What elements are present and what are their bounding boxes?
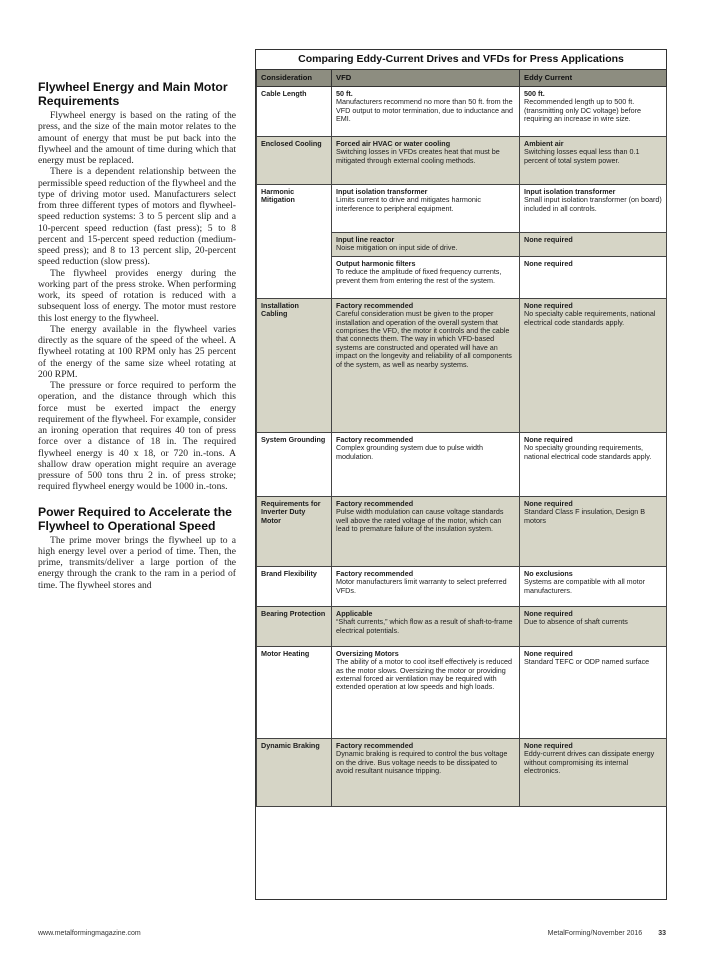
cell-text: Manufacturers recommend no more than 50 ft. from the VFD output to motor termination, due to inductance and EMI.: [336, 97, 513, 124]
paragraph: The flywheel provides energy during the working part of the press stroke. When performing work, its speed of rotation is reduced with a subsequent loss of energy. The motor must restore this lost energy to the flywheel.: [38, 267, 236, 324]
cell-heading: None required: [524, 235, 573, 244]
paragraph: There is a dependent relationship between the permissible speed reduction of the flywheel and the type of driving motor used. Manufacturers select from three different types of motors and flywheel-speed reduction systems: 3 to 5 percent slip and a 10-percent speed reduction (fast press); 5 to 8 percent and 15-percent speed reduction (medium-speed press); and 8 to 13 percent slip, 20-percent speed reduction (slow press).: [38, 166, 236, 268]
cell-text: Switching losses in VFDs creates heat that must be mitigated through external cooling methods.: [336, 147, 500, 165]
cell-text: Recommended length up to 500 ft. (transmitting only DC voltage) before requiring an increase in wire size.: [524, 97, 642, 124]
cell-text: Due to absence of shaft currents: [524, 617, 628, 627]
eddy-current-cell: [520, 233, 667, 257]
consideration-cell: Enclosed Cooling: [257, 137, 332, 185]
cell-text: No specialty cable requirements, national electrical code standards apply.: [524, 309, 656, 327]
consideration-cell: Brand Flexibility: [257, 566, 332, 606]
table-row: [257, 606, 667, 646]
cell-text: Standard Class F insulation, Design B motors: [524, 507, 646, 525]
consideration-cell: Installation Cabling: [257, 298, 332, 432]
cell-heading: 50 ft.: [336, 89, 353, 98]
paragraph: Flywheel energy is based on the rating of the press, and the size of the main motor relates to the amount of energy that must be put back into the flywheel and the amount of time during which that energy must be replaced.: [38, 110, 236, 166]
section-heading-power-required: Power Required to Accelerate the Flywheel to Operational Speed: [38, 504, 232, 533]
vfd-cell: [332, 606, 520, 646]
vfd-cell: [332, 137, 520, 185]
header-consideration: Consideration: [257, 70, 332, 87]
cell-heading: Ambient air: [524, 139, 564, 148]
cell-heading: Forced air HVAC or water cooling: [336, 139, 451, 148]
cell-text: No specialty grounding requirements, national electrical code standards apply.: [524, 443, 652, 461]
cell-text: Systems are compatible with all motor manufacturers.: [524, 577, 646, 595]
eddy-current-cell: [520, 566, 667, 606]
section-body-power-required: [38, 535, 236, 591]
table-row: [257, 646, 667, 738]
eddy-current-cell: [520, 496, 667, 566]
vfd-cell: [332, 233, 520, 257]
cell-text: Standard TEFC or ODP named surface: [524, 657, 650, 667]
article-column: [38, 80, 236, 591]
cell-heading: None required: [524, 648, 573, 658]
cell-heading: Oversizing Motors: [336, 648, 399, 658]
table-row: [257, 185, 667, 233]
cell-text: Complex grounding system due to pulse width modulation.: [336, 443, 484, 461]
cell-text: To reduce the amplitude of fixed frequency currents, prevent them from entering the rest of the system.: [336, 267, 502, 285]
consideration-cell: Motor Heating: [257, 646, 332, 738]
cell-heading: 500 ft.: [524, 89, 545, 98]
vfd-cell: [332, 185, 520, 233]
eddy-current-cell: [520, 646, 667, 738]
table-header-row: [257, 70, 667, 87]
cell-heading: Input isolation transformer: [336, 187, 428, 196]
eddy-current-cell: [520, 298, 667, 432]
cell-text: Small input isolation transformer (on board) included in all controls.: [524, 195, 662, 213]
table-row: [257, 496, 667, 566]
header-eddy-current: Eddy Current: [520, 70, 667, 87]
cell-heading: None required: [524, 434, 573, 444]
cell-heading: Applicable: [336, 608, 373, 618]
eddy-current-cell: [520, 256, 667, 298]
cell-heading: None required: [524, 300, 573, 310]
consideration-cell: Harmonic Mitigation: [257, 185, 332, 299]
cell-text: Noise mitigation on input side of drive.: [336, 243, 458, 253]
cell-heading: None required: [524, 740, 573, 750]
cell-heading: None required: [524, 258, 573, 268]
table-title: Comparing Eddy-Current Drives and VFDs for Press Applications: [256, 50, 666, 70]
table-row: [257, 566, 667, 606]
page-number: 33: [658, 930, 666, 937]
footer-issue: MetalForming/November 2016: [547, 930, 643, 937]
cell-heading: Factory recommended: [336, 300, 414, 310]
comparison-table: [256, 70, 667, 807]
paragraph: The pressure or force required to perform the operation, and the distance through which this force must be exerted impact the energy requirement of the flywheel. For example, consider an ironing operation that requires 40 ton of press force over a distance of 18 in. The required flywheel energy is 40 x 18, or 720 in.-tons. A shallow draw operation might require an average pressure of 500 tons thru 2 in. of press stroke; required flywheel energy would be 1000 in.-tons.: [38, 380, 236, 493]
table-row: [257, 738, 667, 806]
cell-heading: Factory recommended: [336, 434, 414, 444]
cell-text: Pulse width modulation can cause voltage standards well above the rated voltage of the motor, which can lead to premature failure of the insulation system.: [336, 507, 504, 534]
eddy-current-cell: [520, 606, 667, 646]
vfd-cell: [332, 256, 520, 298]
consideration-cell: Bearing Protection: [257, 606, 332, 646]
cell-text: Limits current to drive and mitigates harmonic interference to peripheral equipment.: [336, 195, 482, 213]
eddy-current-cell: [520, 87, 667, 137]
vfd-cell: [332, 87, 520, 137]
eddy-current-cell: [520, 738, 667, 806]
vfd-cell: [332, 646, 520, 738]
cell-text: The ability of a motor to cool itself effectively is reduced as the motor slows. Oversizing the motor or providing external forced air ventilation may be required with extended operation at low speeds and high loads.: [336, 657, 513, 692]
consideration-cell: Dynamic Braking: [257, 738, 332, 806]
section-body-flywheel-energy: [38, 110, 236, 493]
cell-text: Motor manufacturers limit warranty to select preferred VFDs.: [336, 577, 507, 595]
table-row: [257, 87, 667, 137]
cell-text: Dynamic braking is required to control the bus voltage on the drive. Bus voltage needs to be dissipated to avoid resultant nuisance tripping.: [336, 749, 508, 776]
table-body: [257, 87, 667, 807]
consideration-cell: Cable Length: [257, 87, 332, 137]
cell-heading: Factory recommended: [336, 568, 414, 578]
table-row: [257, 432, 667, 496]
cell-text: Careful consideration must be given to the proper installation and operation of the overall system that comprises the VFD, the motor it controls and the cable that connects them. The way in which VFD-based systems are constructed and operated will have an impact on the longevity and reliability of all components of the system, as well as nearby systems.: [336, 309, 512, 369]
cell-heading: None required: [524, 608, 573, 618]
consideration-cell: Requirements for Inverter Duty Motor: [257, 496, 332, 566]
cell-text: Switching losses equal less than 0.1 percent of total system power.: [524, 147, 640, 165]
cell-heading: Factory recommended: [336, 498, 414, 508]
cell-heading: Input isolation transformer: [524, 187, 616, 196]
eddy-current-cell: [520, 137, 667, 185]
cell-heading: Output harmonic filters: [336, 258, 416, 268]
consideration-cell: System Grounding: [257, 432, 332, 496]
vfd-cell: [332, 496, 520, 566]
vfd-cell: [332, 738, 520, 806]
section-heading-flywheel-energy: Flywheel Energy and Main Motor Requirements: [38, 80, 228, 108]
vfd-cell: [332, 432, 520, 496]
header-vfd: VFD: [332, 70, 520, 87]
cell-heading: Input line reactor: [336, 235, 395, 244]
footer-issue-info: [548, 930, 666, 937]
cell-text: “Shaft currents,” which flow as a result of shaft-to-frame electrical potentials.: [336, 617, 513, 635]
footer-url: www.metalformingmagazine.com: [38, 930, 141, 937]
eddy-current-cell: [520, 432, 667, 496]
eddy-current-cell: [520, 185, 667, 233]
paragraph: The prime mover brings the flywheel up to a high energy level over a period of time. Then, the prime, transmits/deliver a large portion of the energy through the crank to the ram in a period of time. The flywheel stores and: [38, 534, 236, 591]
table-row: [257, 298, 667, 432]
vfd-cell: [332, 566, 520, 606]
comparison-table-box: [255, 49, 667, 900]
cell-heading: Factory recommended: [336, 740, 414, 750]
vfd-cell: [332, 298, 520, 432]
cell-text: Eddy-current drives can dissipate energy without compromising its internal electronics.: [524, 749, 655, 776]
paragraph: The energy available in the flywheel varies directly as the square of the speed of the wheel. A flywheel rotating at 100 RPM only has 25 percent of the energy of the same size wheel rotating at 200 RPM.: [38, 323, 236, 380]
cell-heading: No exclusions: [524, 568, 573, 578]
table-row: [257, 137, 667, 185]
cell-heading: None required: [524, 498, 573, 508]
